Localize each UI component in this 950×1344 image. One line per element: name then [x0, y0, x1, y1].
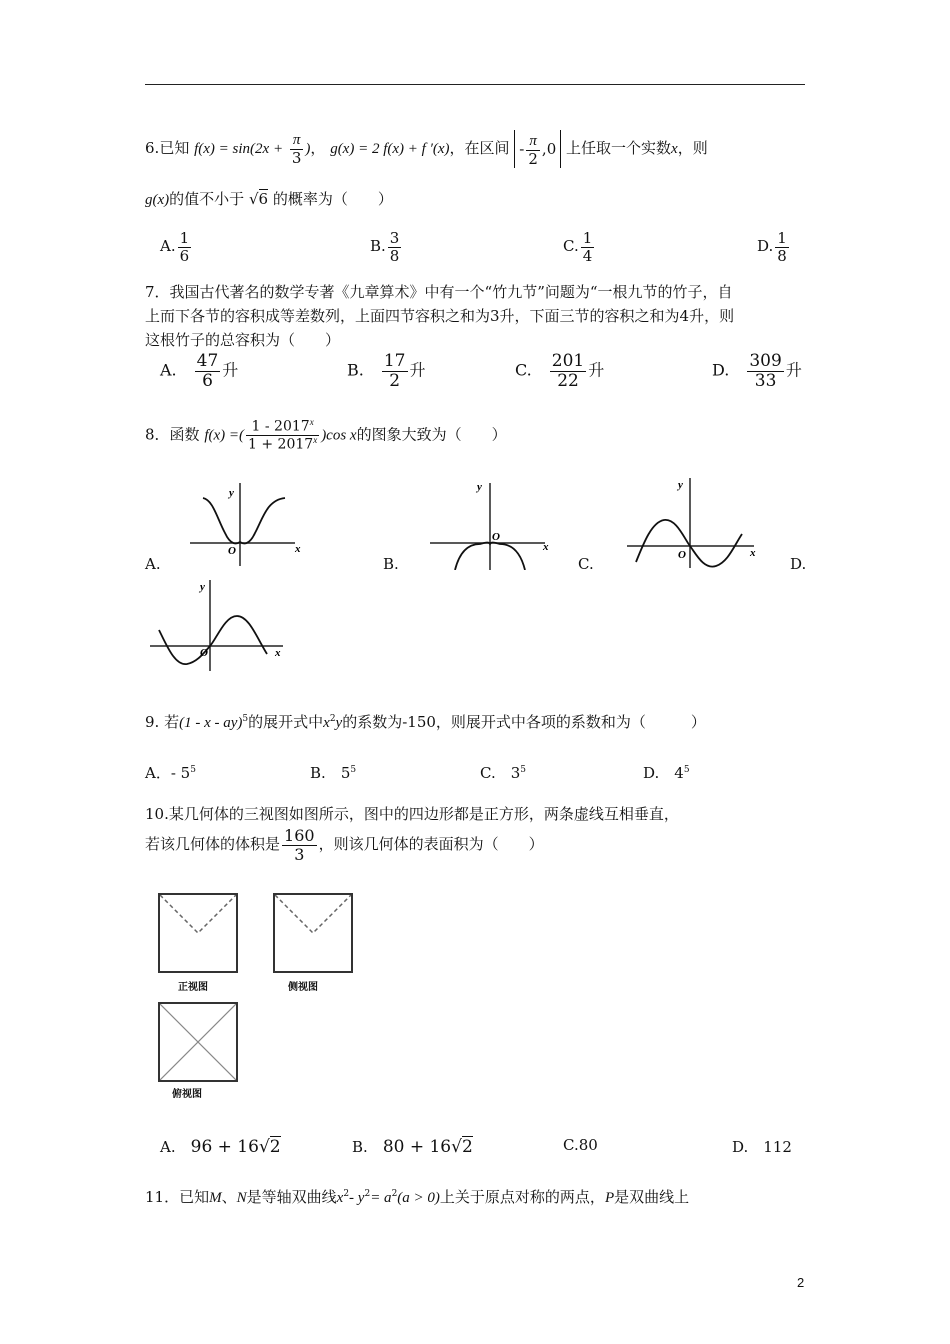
- q10-volume-frac: [282, 827, 317, 863]
- side-view-dashes: [275, 895, 351, 971]
- q10-line-1: 10.某几何体的三视图如图所示，图中的四边形都是正方形，两条虚线互相垂直，: [145, 805, 679, 823]
- q11-exp-3: 2: [391, 1189, 398, 1199]
- q9-opt-a-exp: 5: [190, 765, 196, 775]
- q6-neg-pi-over-2: [526, 133, 540, 167]
- q6-text-6: 的概率为（ ）: [272, 190, 393, 208]
- origin-b: O: [492, 531, 500, 543]
- axis-label-x-b: x: [543, 541, 549, 553]
- q8-tail: 的图象大致为（ ）: [356, 425, 507, 444]
- q6-text-5: 的值不小于: [169, 190, 245, 208]
- q10-opt-b-text: 80 + 16: [382, 1137, 452, 1157]
- q9-opt-b-base: 5: [340, 764, 351, 782]
- q6-f-definition: f(x) = sin(2x +: [194, 141, 284, 157]
- q7-opt-a-frac: [195, 352, 221, 390]
- q6-zero: 0: [546, 140, 557, 158]
- q9-opt-a-label: A．: [145, 764, 171, 782]
- q6-opt-d-label: D.: [757, 237, 774, 255]
- q9-option-a[interactable]: [145, 762, 196, 783]
- q6-text-3: 上任取一个实数: [566, 139, 672, 157]
- q6-option-c[interactable]: [563, 230, 596, 264]
- q7-opt-a-unit: 升: [222, 360, 239, 380]
- q6-g-x: g(x): [145, 192, 170, 208]
- q7-opt-d-label: D.: [712, 360, 730, 380]
- q8-f: f(x) =(: [204, 427, 245, 444]
- q10-opt-b-label: B.: [352, 1138, 368, 1156]
- origin-d: O: [200, 647, 208, 659]
- side-view-label: 侧视图: [288, 982, 318, 993]
- q6-opt-c-label: C.: [563, 237, 579, 255]
- q6-text: 已知: [159, 139, 190, 157]
- q6-neg-sign: -: [519, 140, 525, 158]
- top-view-diagonals: [160, 1004, 236, 1080]
- q8-label-b: B.: [383, 555, 399, 573]
- q7-option-c[interactable]: [515, 352, 604, 390]
- q11-line: [145, 1186, 689, 1207]
- q10-option-a[interactable]: [160, 1136, 281, 1157]
- q6-opt-b-label: B.: [370, 237, 386, 255]
- q10-opt-a-sqrt: √2: [258, 1137, 281, 1157]
- q8-label-c: C.: [578, 555, 594, 573]
- axis-label-x-d: x: [275, 647, 281, 659]
- q9-exp: 5: [242, 714, 249, 724]
- curve-a: [203, 498, 285, 543]
- q8-fraction: [246, 418, 319, 453]
- q11-text-4: 是双曲线上: [614, 1188, 690, 1206]
- q10-line-2: [145, 827, 544, 863]
- axis-label-y-b: y: [477, 481, 482, 493]
- curve-d: [159, 616, 267, 664]
- q11-eq-x: x: [336, 1190, 344, 1206]
- page-number: 2: [797, 1275, 805, 1290]
- q9-option-c[interactable]: [480, 762, 526, 783]
- q6-two: 2: [528, 149, 538, 168]
- q6-text-2: ，在区间: [449, 139, 510, 157]
- q9-option-b[interactable]: [310, 762, 356, 783]
- q7-opt-d-frac: [747, 352, 783, 390]
- q8-label-d: D.: [790, 555, 807, 573]
- q8-graph-d[interactable]: [145, 576, 290, 672]
- q7-line-2: 上而下各节的容积成等差数列，上面四节容积之和为3升，下面三节的容积之和为4升，则: [145, 307, 735, 325]
- curve-c: [636, 520, 742, 567]
- q8-num-exp: x: [309, 417, 314, 427]
- header-rule: [145, 84, 805, 85]
- q7-opt-c-frac: [550, 352, 586, 390]
- q6-option-d[interactable]: [757, 230, 791, 264]
- q6-text-4: ，则: [677, 139, 708, 157]
- q11-eq-y: - y: [349, 1190, 365, 1206]
- q6-sqrt6-value: 6: [258, 190, 269, 208]
- q9-number: 9. 若: [145, 713, 180, 731]
- q9-text-2: 的展开式中: [248, 713, 324, 731]
- origin-c: O: [678, 549, 686, 561]
- q10-opt-a-text: 96 + 16: [190, 1137, 259, 1157]
- q6-number: 6.: [145, 139, 160, 157]
- q7-line-1: 7．我国古代著名的数学专著《九章算术》中有一个“竹九节”问题为“一根九节的竹子，自: [145, 283, 733, 301]
- q10-opt-b-rad: 2: [461, 1137, 473, 1157]
- front-view-dashes: [160, 895, 236, 971]
- q6-opt-b-num: 3: [389, 229, 400, 247]
- q11-N: N: [236, 1190, 247, 1206]
- question-6-line-1: 6.已知 f(x) = sin(2x + $\frac{\pi}{3}$ )， g(x) = 2 f(x) + f ′(x)，在区间 - $\frac{\pi}{2}$ ,0 上任取一个实数x，则: [145, 132, 708, 168]
- q9-option-d[interactable]: [643, 762, 690, 783]
- q11-exp-1: 2: [343, 1189, 350, 1199]
- q8-graph-c[interactable]: [622, 474, 762, 570]
- q10-opt-a-rad: 2: [269, 1137, 281, 1157]
- q7-opt-c-unit: 升: [588, 360, 605, 380]
- q7-option-a[interactable]: [160, 352, 238, 390]
- q11-P: P: [604, 1190, 615, 1206]
- q6-three: 3: [291, 148, 302, 167]
- q10-text-2: ，则该几何体的表面积为（ ）: [318, 835, 544, 854]
- q7-opt-a-den: 6: [202, 370, 213, 391]
- q9-opt-c-exp: 5: [520, 765, 527, 775]
- q8-cos: )cos x: [321, 427, 357, 444]
- q6-pi: π: [290, 132, 304, 150]
- q11-M: M: [209, 1190, 222, 1206]
- q7-line-3: 这根竹子的总容积为（ ）: [145, 331, 341, 349]
- q9-term-x: x: [323, 715, 330, 731]
- q9-text-3: 的系数为-150，则展开式中各项的系数和为（ ）: [342, 713, 706, 731]
- q11-text-3: 上关于原点对称的两点，: [439, 1188, 605, 1206]
- q9-opt-b-exp: 5: [350, 765, 357, 775]
- q8-graph-a[interactable]: [185, 478, 305, 568]
- q8-denominator: 1 + 2017: [248, 436, 314, 453]
- q9-opt-d-base: 4: [674, 764, 684, 782]
- q11-number: 11．已知: [145, 1188, 210, 1206]
- q8-numerator: 1 - 2017: [251, 418, 310, 435]
- q8-line: [145, 418, 507, 453]
- q10-option-c[interactable]: [563, 1136, 598, 1154]
- top-view: [158, 1002, 238, 1082]
- axis-label-x-c: x: [750, 547, 756, 559]
- axis-label-y-a: y: [229, 487, 234, 499]
- q11-text-2: 是等轴双曲线: [246, 1188, 337, 1206]
- q9-term-exp: 2: [329, 714, 336, 724]
- top-view-label: 俯视图: [172, 1089, 202, 1100]
- q6-pi-2: π: [526, 133, 540, 151]
- q7-option-b[interactable]: [347, 352, 426, 390]
- q10-opt-d-label: D.: [732, 1138, 749, 1156]
- q7-opt-d-num: 309: [749, 351, 782, 371]
- q6-sqrt6: √6: [248, 190, 269, 208]
- q9-opt-c-label: C.: [480, 764, 496, 782]
- front-view: [158, 893, 238, 973]
- q7-opt-c-label: C.: [515, 360, 532, 380]
- q10-option-d[interactable]: [732, 1136, 792, 1157]
- q6-opt-b-frac: [388, 230, 402, 264]
- q7-opt-d-unit: 升: [785, 360, 802, 380]
- q10-num: 160: [284, 826, 315, 845]
- q9-opt-d-label: D.: [643, 764, 660, 782]
- q6-opt-a-frac: [178, 230, 192, 264]
- axis-label-x-a: x: [295, 543, 301, 555]
- q7-opt-a-num: 47: [196, 351, 219, 371]
- q6-opt-d-num: 1: [777, 229, 787, 247]
- q7-opt-b-frac: [382, 352, 408, 390]
- q11-eq-a: = a: [370, 1190, 392, 1206]
- origin-a: O: [228, 545, 236, 557]
- q10-opt-d-text: 112: [763, 1138, 792, 1156]
- q6-opt-c-den: 4: [582, 246, 593, 265]
- q9-line: [145, 711, 706, 732]
- front-view-label: 正视图: [178, 982, 208, 993]
- q8-label-a: A.: [145, 555, 161, 573]
- q9-opt-b-label: B.: [310, 764, 326, 782]
- q6-g-definition: g(x) = 2 f(x) + f ′(x): [330, 141, 450, 157]
- q10-option-b[interactable]: [352, 1136, 473, 1157]
- q7-opt-d-den: 33: [754, 370, 777, 391]
- q10-text-1: 若该几何体的体积是: [145, 835, 281, 854]
- q8-number: 8．函数: [145, 425, 200, 444]
- q6-interval: - $\frac{\pi}{2}$ ,0: [514, 130, 561, 168]
- q7-opt-c-den: 22: [557, 370, 579, 391]
- q7-opt-b-unit: 升: [409, 360, 426, 380]
- axis-label-y-d: y: [200, 581, 205, 593]
- q6-opt-d-den: 8: [777, 246, 787, 265]
- q6-option-a[interactable]: [160, 230, 193, 264]
- question-6-line-2: [145, 188, 393, 209]
- side-view: [273, 893, 353, 973]
- q6-pi-over-3: [290, 132, 304, 166]
- q6-opt-b-den: 8: [389, 246, 400, 265]
- q10-opt-c-label: C.80: [563, 1136, 598, 1154]
- q6-opt-c-frac: [581, 230, 595, 264]
- q9-opt-a-base: - 5: [170, 764, 191, 782]
- q6-opt-d-frac: [775, 230, 789, 264]
- q10-den: 3: [294, 844, 305, 864]
- q11-sep: 、: [221, 1188, 237, 1206]
- q7-opt-b-label: B.: [347, 360, 364, 380]
- q6-opt-a-num: 1: [179, 229, 190, 247]
- q6-opt-a-label: A.: [160, 237, 176, 255]
- q9-opt-d-exp: 5: [683, 765, 690, 775]
- q6-option-b[interactable]: [370, 230, 403, 264]
- q11-exp-2: 2: [364, 1189, 371, 1199]
- q6-opt-c-num: 1: [582, 229, 593, 247]
- q10-opt-a-label: A.: [160, 1138, 176, 1156]
- q6-var-x: x: [671, 141, 678, 157]
- q9-term-y: y: [335, 715, 343, 731]
- q8-den-exp: x: [313, 435, 318, 446]
- q7-option-d[interactable]: [712, 352, 802, 390]
- q8-graph-b[interactable]: [425, 478, 555, 570]
- axis-label-y-c: y: [678, 479, 683, 491]
- q7-opt-b-num: 17: [383, 351, 406, 371]
- q10-opt-b-sqrt: √2: [451, 1137, 473, 1157]
- q7-opt-c-num: 201: [551, 351, 585, 371]
- q9-expr: (1 - x - ay): [179, 715, 243, 731]
- q7-opt-a-label: A.: [160, 360, 177, 380]
- q11-eq-cond: (a > 0): [397, 1190, 440, 1206]
- q7-opt-b-den: 2: [389, 370, 401, 391]
- q6-opt-a-den: 6: [179, 246, 190, 265]
- q9-opt-c-base: 3: [510, 764, 521, 782]
